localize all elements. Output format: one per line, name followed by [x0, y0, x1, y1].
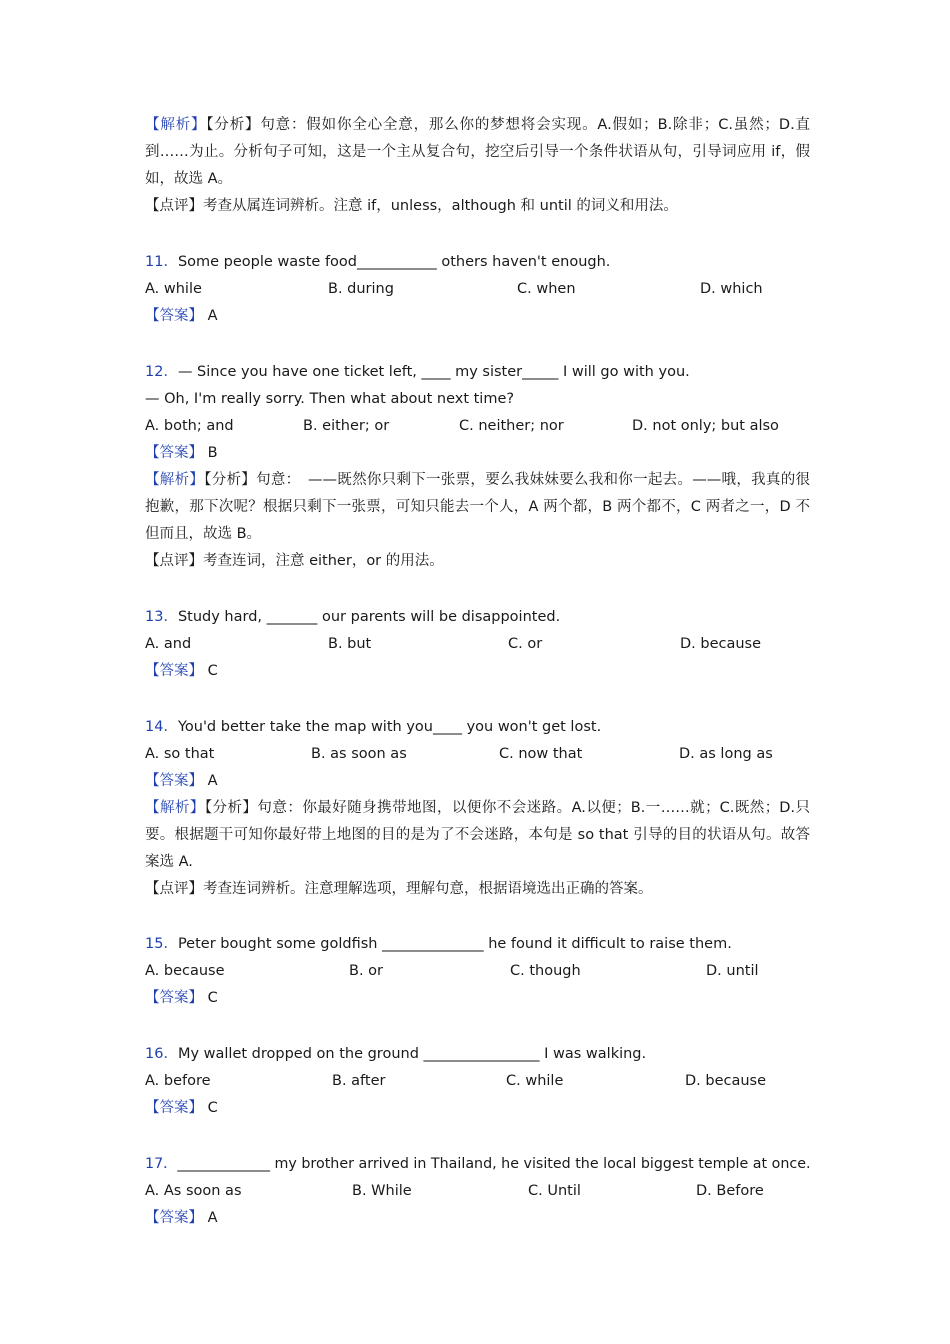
- option-b: B. While: [352, 1183, 412, 1199]
- option-a: A. so that: [145, 746, 215, 762]
- analysis-label: 【解析】: [145, 117, 207, 133]
- analysis-label: 【解析】: [145, 800, 205, 816]
- question-16: [145, 1041, 810, 1122]
- question-stem: [145, 249, 810, 276]
- question-stem: [145, 714, 810, 741]
- question-stem: [145, 604, 810, 631]
- option-c: C. now that: [499, 746, 583, 762]
- stem-text: My wallet dropped on the ground ________________ I was walking.: [177, 1046, 647, 1062]
- stem-text: Study hard, _______ our parents will be disappointed.: [177, 609, 561, 625]
- option-c: C. or: [508, 636, 543, 652]
- stem-text: You'd better take the map with you____ you won't get lost.: [177, 719, 602, 735]
- answer-line: [145, 1095, 810, 1122]
- answer-label: 【答案】: [145, 1100, 203, 1116]
- analysis-label: 【解析】: [145, 472, 205, 488]
- option-b: B. as soon as: [311, 746, 407, 762]
- stem-text: — Since you have one ticket left, ____ my sister_____ I will go with you.: [177, 364, 690, 380]
- question-number: 14．: [145, 719, 178, 735]
- option-b: B. during: [328, 281, 394, 297]
- analysis-paragraph: [145, 467, 810, 548]
- option-d: D. because: [685, 1073, 767, 1089]
- question-stem: [145, 1151, 810, 1178]
- answer-value: B: [207, 445, 218, 461]
- answer-value: C: [207, 663, 218, 679]
- answer-label: 【答案】: [145, 1210, 203, 1226]
- question-13: [145, 604, 810, 685]
- answer-label: 【答案】: [145, 445, 203, 461]
- answer-line: [145, 1205, 810, 1232]
- question-stem: [145, 931, 810, 958]
- options-row: [145, 1178, 810, 1205]
- question-11: [145, 249, 810, 330]
- option-d: D. Before: [696, 1183, 764, 1199]
- document-page: [145, 112, 810, 1232]
- question-17: [145, 1151, 810, 1232]
- option-d: D. as long as: [679, 746, 773, 762]
- answer-value: C: [207, 1100, 218, 1116]
- option-a: A. As soon as: [145, 1183, 242, 1199]
- question-stem: [145, 1041, 810, 1068]
- options-row: [145, 1068, 810, 1095]
- options-row: [145, 276, 810, 303]
- answer-label: 【答案】: [145, 773, 203, 789]
- answer-line: [145, 440, 810, 467]
- option-d: D. which: [700, 281, 763, 297]
- q10-comment: 【点评】考查从属连词辨析。注意 if，unless，although 和 until 的词义和用法。: [145, 198, 678, 214]
- analysis-text: 【分析】句意： ——既然你只剩下一张票，要么我妹妹要么我和你一起去。——哦，我真的很抱歉，那下次呢？根据只剩下一张票，可知只能去一个人，A 两个都，B 两个都不，C 两者之一，D 不但而且，故选 B。: [145, 472, 811, 542]
- q10-analysis-paragraph: [145, 112, 810, 193]
- question-12: [145, 359, 810, 575]
- answer-value: A: [207, 1210, 218, 1226]
- option-a: A. because: [145, 963, 225, 979]
- answer-line: [145, 303, 810, 330]
- option-c: C. neither; nor: [459, 418, 564, 434]
- options-row: [145, 958, 810, 985]
- options-row: [145, 413, 810, 440]
- option-a: A. and: [145, 636, 192, 652]
- question-number: 12．: [145, 364, 178, 380]
- question-number: 16．: [145, 1046, 178, 1062]
- comment-line: 【点评】考查连词，注意 either，or 的用法。: [145, 553, 444, 569]
- question-number: 15．: [145, 936, 178, 952]
- options-row: [145, 741, 810, 768]
- option-d: D. not only; but also: [632, 418, 779, 434]
- q10-analysis: [145, 112, 810, 193]
- answer-value: C: [207, 990, 218, 1006]
- question-number: 11．: [145, 254, 178, 270]
- answer-value: A: [207, 308, 218, 324]
- option-a: A. both; and: [145, 418, 234, 434]
- analysis-block: [145, 795, 810, 876]
- answer-label: 【答案】: [145, 663, 203, 679]
- comment-line: 【点评】考查连词辨析。注意理解选项，理解句意，根据语境选出正确的答案。: [145, 881, 653, 897]
- question-number: 17．: [145, 1156, 178, 1172]
- analysis-block: [145, 467, 810, 548]
- option-d: D. because: [680, 636, 762, 652]
- question-14: [145, 714, 810, 903]
- analysis-text: 【分析】句意：假如你全心全意，那么你的梦想将会实现。A.假如；B.除非；C.虽然；D.直到……为止。分析句子可知，这是一个主从复合句，挖空后引导一个条件状语从句，引导词应用 if，假如，故选 A。: [145, 117, 810, 187]
- option-c: C. though: [510, 963, 581, 979]
- option-d: D. until: [706, 963, 759, 979]
- stem-text: Some people waste food___________ others haven't enough.: [177, 254, 611, 270]
- analysis-paragraph: [145, 795, 810, 876]
- option-b: B. but: [328, 636, 372, 652]
- option-b: B. after: [332, 1073, 386, 1089]
- question-number: 13．: [145, 609, 178, 625]
- options-row: [145, 631, 810, 658]
- option-b: B. or: [349, 963, 383, 979]
- answer-label: 【答案】: [145, 990, 203, 1006]
- option-b: B. either; or: [303, 418, 390, 434]
- answer-line: [145, 768, 810, 795]
- stem-text: _____________ my brother arrived in Thailand, he visited the local biggest temple at once.: [177, 1156, 811, 1172]
- question-stem: [145, 359, 810, 386]
- answer-line: [145, 658, 810, 685]
- option-a: A. before: [145, 1073, 211, 1089]
- question-15: [145, 931, 810, 1012]
- option-c: C. when: [517, 281, 576, 297]
- stem-text: Peter bought some goldfish ______________ he found it difficult to raise them.: [177, 936, 732, 952]
- option-c: C. Until: [528, 1183, 581, 1199]
- answer-value: A: [207, 773, 218, 789]
- stem-line-2: — Oh, I'm really sorry. Then what about next time?: [145, 391, 515, 407]
- answer-line: [145, 985, 810, 1012]
- analysis-text: 【分析】句意：你最好随身携带地图，以便你不会迷路。A.以便；B.一……就；C.既然；D.只要。根据题干可知你最好带上地图的目的是为了不会迷路，本句是 so that 引导的目的状语从句。故答案选 A.: [145, 800, 810, 870]
- option-a: A. while: [145, 281, 202, 297]
- answer-label: 【答案】: [145, 308, 203, 324]
- option-c: C. while: [506, 1073, 564, 1089]
